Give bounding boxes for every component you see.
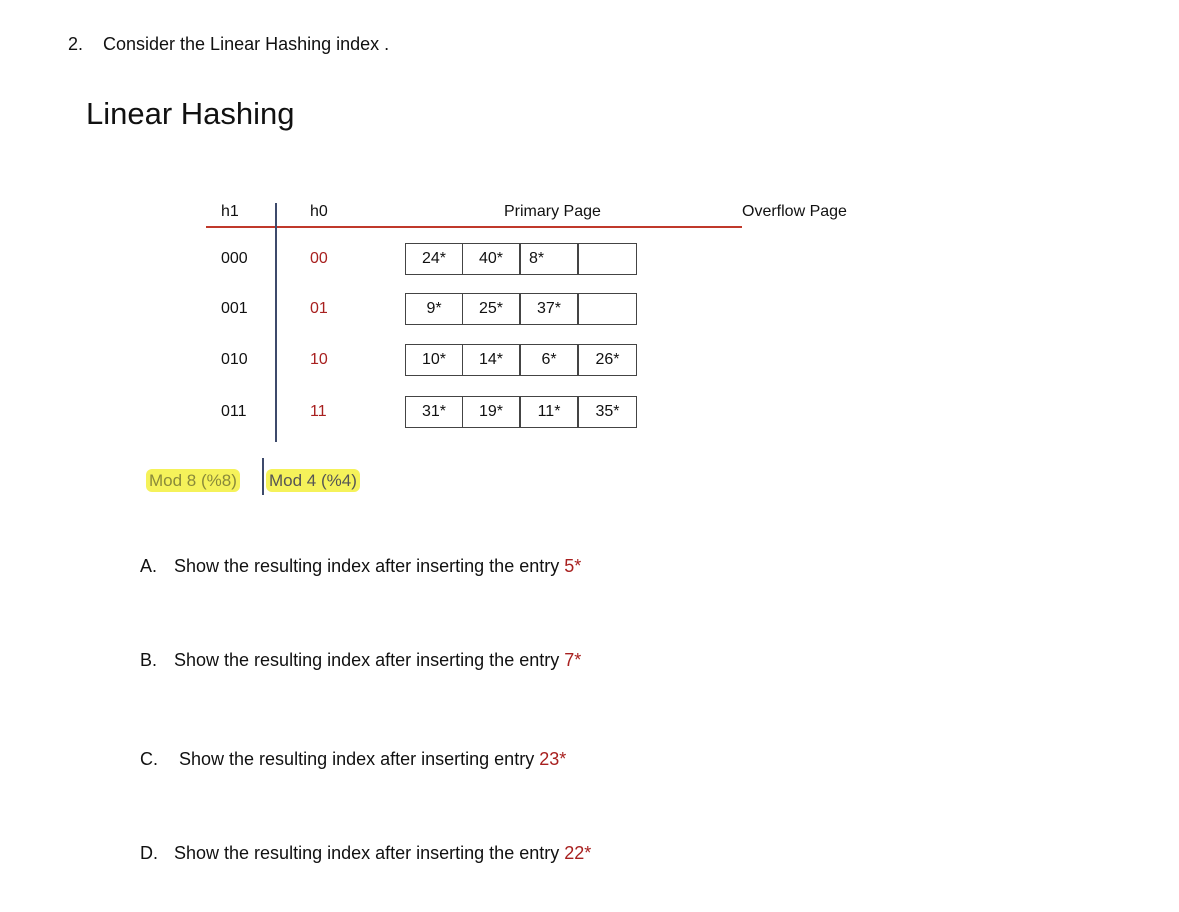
- h0-value: 11: [310, 403, 327, 420]
- bucket-slot: 26*: [578, 344, 637, 376]
- h1-value: 011: [221, 403, 247, 420]
- bucket-slot: 19*: [462, 396, 520, 428]
- task-letter: C.: [140, 749, 158, 769]
- bucket-slot: 9*: [405, 293, 463, 325]
- bucket-slot: 40*: [462, 243, 520, 275]
- task-text: Show the resulting index after inserting the entry 7*: [174, 650, 582, 670]
- header-primary-page: Primary Page: [504, 203, 601, 220]
- h1-value: 000: [221, 250, 248, 267]
- task-text: Show the resulting index after inserting the entry 22*: [174, 843, 592, 863]
- bucket-slot: 10*: [405, 344, 463, 376]
- question-text: Consider the Linear Hashing index .: [103, 34, 390, 54]
- task-entry: 22*: [564, 843, 592, 863]
- task-entry: 5*: [564, 556, 582, 576]
- mod-h0-label: Mod 4 (%4): [266, 471, 360, 491]
- page-title: Linear Hashing: [86, 96, 295, 131]
- bucket-slot: 11*: [520, 396, 578, 428]
- task-letter: A.: [140, 556, 158, 576]
- header-h1: h1: [221, 203, 239, 220]
- header-h0: h0: [310, 203, 328, 220]
- h1-value: 001: [221, 300, 248, 317]
- bucket-slot: 8*: [520, 243, 578, 275]
- h1-value: 010: [221, 351, 248, 368]
- task-letter: D.: [140, 843, 158, 863]
- header-divider: [206, 226, 742, 228]
- bucket-slot: 25*: [462, 293, 520, 325]
- bucket-slot: 31*: [405, 396, 463, 428]
- bucket-slot: 35*: [578, 396, 637, 428]
- task-entry: 23*: [539, 749, 567, 769]
- task-entry: 7*: [564, 650, 582, 670]
- task-text: Show the resulting index after inserting entry 23*: [179, 749, 567, 769]
- bucket-slot: [578, 243, 637, 275]
- task-letter: B.: [140, 650, 158, 670]
- bucket-slot: [578, 293, 637, 325]
- mod-divider: [262, 458, 264, 495]
- mod-h1-label: Mod 8 (%8): [146, 471, 240, 491]
- bucket-slot: 14*: [462, 344, 520, 376]
- bucket-slot: 24*: [405, 243, 463, 275]
- bucket-slot: 6*: [520, 344, 578, 376]
- h0-value: 01: [310, 300, 328, 317]
- question-number: 2.: [68, 34, 84, 54]
- bucket-slot: 37*: [520, 293, 578, 325]
- h0-value: 00: [310, 250, 328, 267]
- task-text: Show the resulting index after inserting the entry 5*: [174, 556, 582, 576]
- header-overflow-page: Overflow Page: [742, 203, 847, 220]
- h0-value: 10: [310, 351, 328, 368]
- column-divider: [275, 203, 277, 442]
